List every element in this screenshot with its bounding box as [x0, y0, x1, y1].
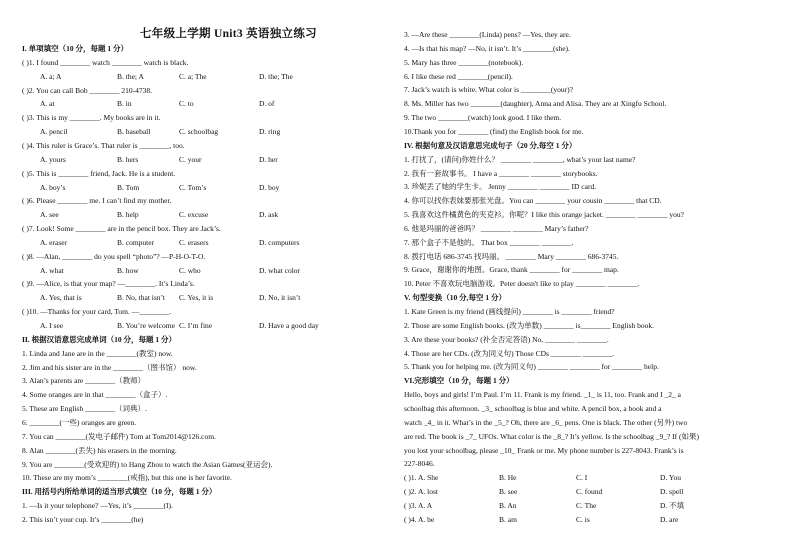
- question-line: 2. 我有一套故事书。 I have a ________ ________ storybooks.: [404, 168, 598, 178]
- section-heading: VI.完形填空（10 分，每题 1 分）: [404, 376, 514, 386]
- option-b: B. am: [499, 514, 517, 524]
- question-line: 2. Those are some English books. (改为单数) ________ is________ English book.: [404, 320, 655, 330]
- option-a: ( )3. A. A: [404, 500, 433, 510]
- option-d: D. No, it isn’t: [259, 293, 301, 303]
- question-line: ( )1. I found ________ watch ________ watch is black.: [22, 57, 189, 67]
- question-line: ( )3. This is my ________. My books are in it.: [22, 113, 161, 123]
- question-line: 6. I like these red ________(pencil).: [404, 71, 513, 81]
- option-a: A. a; A: [40, 71, 62, 81]
- option-c: C. to: [179, 99, 194, 109]
- question-line: 5. 我喜欢这件橘黄色的夹克衫。你呢？I like this orange jacket. ________ ________ you?: [404, 210, 684, 220]
- question-line: ( )9. —Alice, is that your map? —________. It’s Linda’s.: [22, 279, 195, 289]
- question-line: 1. Linda and Jane are in the ________(教室) now.: [22, 348, 173, 358]
- question-line: ( )4. This ruler is Grace’s. That ruler is ________, too.: [22, 140, 185, 150]
- option-a: A. at: [40, 99, 55, 109]
- question-line: 2. This isn’t your cup. It’s ________(he): [22, 514, 144, 524]
- option-b: B. You’re welcome: [117, 321, 175, 330]
- option-d: D. the; The: [259, 71, 293, 81]
- option-a: A. boy’s: [40, 182, 66, 192]
- question-line: 227-8046.: [404, 459, 435, 469]
- option-d: D. are: [660, 514, 679, 524]
- option-b: B. Tom: [117, 182, 140, 192]
- option-a: ( )2. A. lost: [404, 487, 438, 497]
- option-b: B. computer: [117, 237, 155, 247]
- question-line: 3. —Are these ________(Linda) pens? —Yes, they are.: [404, 30, 571, 39]
- question-line: 1. —Is it your telephone? —Yes, it’s ________(I).: [22, 501, 173, 511]
- option-d: D. You: [660, 473, 682, 483]
- option-b: B. help: [117, 210, 139, 220]
- question-line: 7. Jack’s watch is white. What color is ________(your)?: [404, 85, 573, 95]
- option-b: B. the; A: [117, 71, 144, 81]
- option-a: ( )4. A. be: [404, 514, 435, 524]
- question-line: watch _4_ in it. What’s in the _5_? Oh, there are _6_ pens. One is black. The other (另外) two: [404, 417, 688, 427]
- option-d: D. what color: [259, 265, 301, 275]
- section-heading: IV. 根据句意及汉语意思完成句子（20 分,每空 1 分）: [404, 140, 577, 150]
- option-c: C. Yes, it is: [179, 293, 214, 303]
- option-a: A. yours: [40, 154, 66, 164]
- question-line: Hello, boys and girls! I’m Paul. I’m 11. Frank is my friend. _1_ is 11, too. Frank and I _2_ a: [404, 390, 681, 400]
- option-b: B. He: [499, 473, 517, 483]
- option-c: C. schoolbag: [179, 127, 219, 137]
- option-d: D. spell: [660, 487, 684, 497]
- question-line: 5. These are English ________（词典）.: [22, 404, 147, 414]
- option-d: D. boy: [259, 182, 280, 192]
- question-line: 5. Mary has three ________(notebook).: [404, 57, 524, 67]
- question-line: ( )2. You can call Bob ________ 210-4738.: [22, 85, 152, 95]
- question-line: 8. Alan ________(丢失) his erasers in the morning.: [22, 445, 177, 455]
- option-c: C. I’m fine: [179, 321, 213, 330]
- section-heading: V. 句型变换（10 分,每空 1 分）: [404, 293, 506, 303]
- question-line: 7. 那个盒子不是他的。 That box ________ ________.: [404, 237, 574, 247]
- option-a: A. pencil: [40, 127, 68, 137]
- question-line: 4. Those are her CDs. (改为同义句) Those CDs ________ ________.: [404, 348, 615, 358]
- question-line: ( )10. —Thanks for your card, Tom. —________.: [22, 307, 172, 317]
- option-c: C. found: [576, 487, 603, 497]
- option-d: D. ask: [259, 210, 279, 220]
- option-a: A. Yes, that is: [40, 293, 82, 303]
- question-line: 3. Are these your books? (补全否定答语) No, ________ ________.: [404, 334, 609, 344]
- option-d: D. computers: [259, 237, 300, 247]
- option-b: B. how: [117, 265, 139, 275]
- option-b: B. hers: [117, 154, 139, 164]
- option-a: ( )1. A. She: [404, 473, 439, 483]
- question-line: 4. Some oranges are in that ________（盒子）.: [22, 390, 168, 400]
- option-b: B. An: [499, 500, 517, 510]
- option-d: D. 不填: [660, 500, 685, 510]
- question-line: 9. The two ________(watch) look good. I like them.: [404, 113, 562, 123]
- question-line: 10. Peter 不喜欢玩电脑游戏。Peter doesn't like to play ________ ________.: [404, 279, 640, 289]
- option-b: B. in: [117, 99, 132, 109]
- question-line: 5. Thank you for helping me. (改为同义句) ________ ________ for ________ help.: [404, 362, 659, 372]
- option-a: A. eraser: [40, 237, 68, 247]
- option-b: B. see: [499, 487, 518, 497]
- page-title: 七年级上学期 Unit3 英语独立练习: [140, 28, 317, 40]
- option-c: C. is: [576, 514, 590, 524]
- section-heading: II. 根据汉语意思完成单词（10 分，每题 1 分）: [22, 334, 176, 344]
- question-line: you lost your schoolbag, please _10_ Frank or me. My phone number is 227-8043. Frank’s is: [404, 445, 684, 455]
- section-heading: I. 单项填空（10 分，每题 1 分）: [22, 44, 129, 53]
- question-line: 3. 珍妮丢了她的学生卡。 Jenny ________ ________ ID card.: [404, 182, 597, 192]
- question-line: 6. 他是玛丽的爸爸吗？ ________ ________ Mary’s father?: [404, 223, 589, 233]
- question-line: 2. Jim and his sister are in the ________（图书馆） now.: [22, 362, 197, 372]
- question-line: 9. Grace，谢谢你的地图。Grace, thank ________ for ________ map.: [404, 265, 619, 275]
- option-c: C. your: [179, 154, 202, 164]
- option-d: D. her: [259, 154, 278, 164]
- question-line: schoolbag this afternoon. _3_ schoolbag is blue and white. A pencil box, a book and a: [404, 403, 662, 413]
- question-line: 4. 你可以找你表妹要那张光盘。You can ________ your cousin ________ that CD.: [404, 196, 662, 206]
- option-b: B. No, that isn’t: [117, 293, 165, 303]
- question-line: 8. Ms. Miller has two ________(daughter), Anna and Alisa. They are at Xingfu School.: [404, 99, 667, 109]
- question-line: ( )8. —Alan, ________ do you spell “photo”? —P-H-O-T-O.: [22, 251, 206, 261]
- option-d: D. ring: [259, 127, 281, 137]
- option-d: D. of: [259, 99, 275, 109]
- question-line: 1. 打扰了，(请问)你姓什么？ ________ ________, what’s your last name?: [404, 154, 636, 164]
- question-line: 9. You are ________(受欢迎的) to Hang Zhou to watch the Asian Games(亚运会).: [22, 459, 273, 469]
- option-c: C. who: [179, 265, 201, 275]
- option-b: B. baseball: [117, 127, 151, 137]
- question-line: are red. The book is _7_ UFOs. What color is the _8_? It’s yellow. Is the schoolbag _9_? If (如果): [404, 431, 700, 441]
- question-line: ( )7. Look! Some ________ are in the pencil box. They are Jack’s.: [22, 224, 221, 234]
- option-c: C. Tom’s: [179, 182, 207, 192]
- option-a: A. what: [40, 265, 64, 275]
- question-line: 4. —Is that his map? —No, it isn’t. It’s ________(she).: [404, 43, 570, 53]
- question-line: 1. Kate Green is my friend (画线提问) ________ is ________ friend?: [404, 307, 615, 316]
- question-line: 10. These are my mom’s ________(戒指), but this one is her favorite.: [22, 473, 232, 483]
- option-d: D. Have a good day: [259, 321, 319, 330]
- question-line: 10.Thank you for ________ (find) the English book for me.: [404, 126, 584, 136]
- question-line: ( )5. This is ________ friend, Jack. He is a student.: [22, 168, 176, 178]
- question-line: 3. Alan’s parents are ________（教师）: [22, 376, 146, 386]
- option-c: C. a; The: [179, 71, 207, 81]
- section-heading: III. 用括号内所给单词的适当形式填空（10 分，每题 1 分）: [22, 487, 217, 497]
- question-line: 8. 拨打电话 686-3745 找玛丽。 ________ Mary ________ 686-3745.: [404, 251, 619, 261]
- question-line: 7. You can ________(发电子邮件) Tom at Tom2014@126.com.: [22, 431, 216, 441]
- option-c: C. excuse: [179, 210, 209, 220]
- option-c: C. The: [576, 500, 597, 510]
- option-a: A. I see: [40, 321, 64, 330]
- question-line: 6. ________(一些) oranges are green.: [22, 417, 137, 427]
- question-line: ( )6. Please ________ me. I can’t find my mother.: [22, 196, 172, 206]
- option-c: C. erasers: [179, 237, 209, 247]
- option-a: A. see: [40, 210, 59, 220]
- option-c: C. I: [576, 473, 588, 483]
